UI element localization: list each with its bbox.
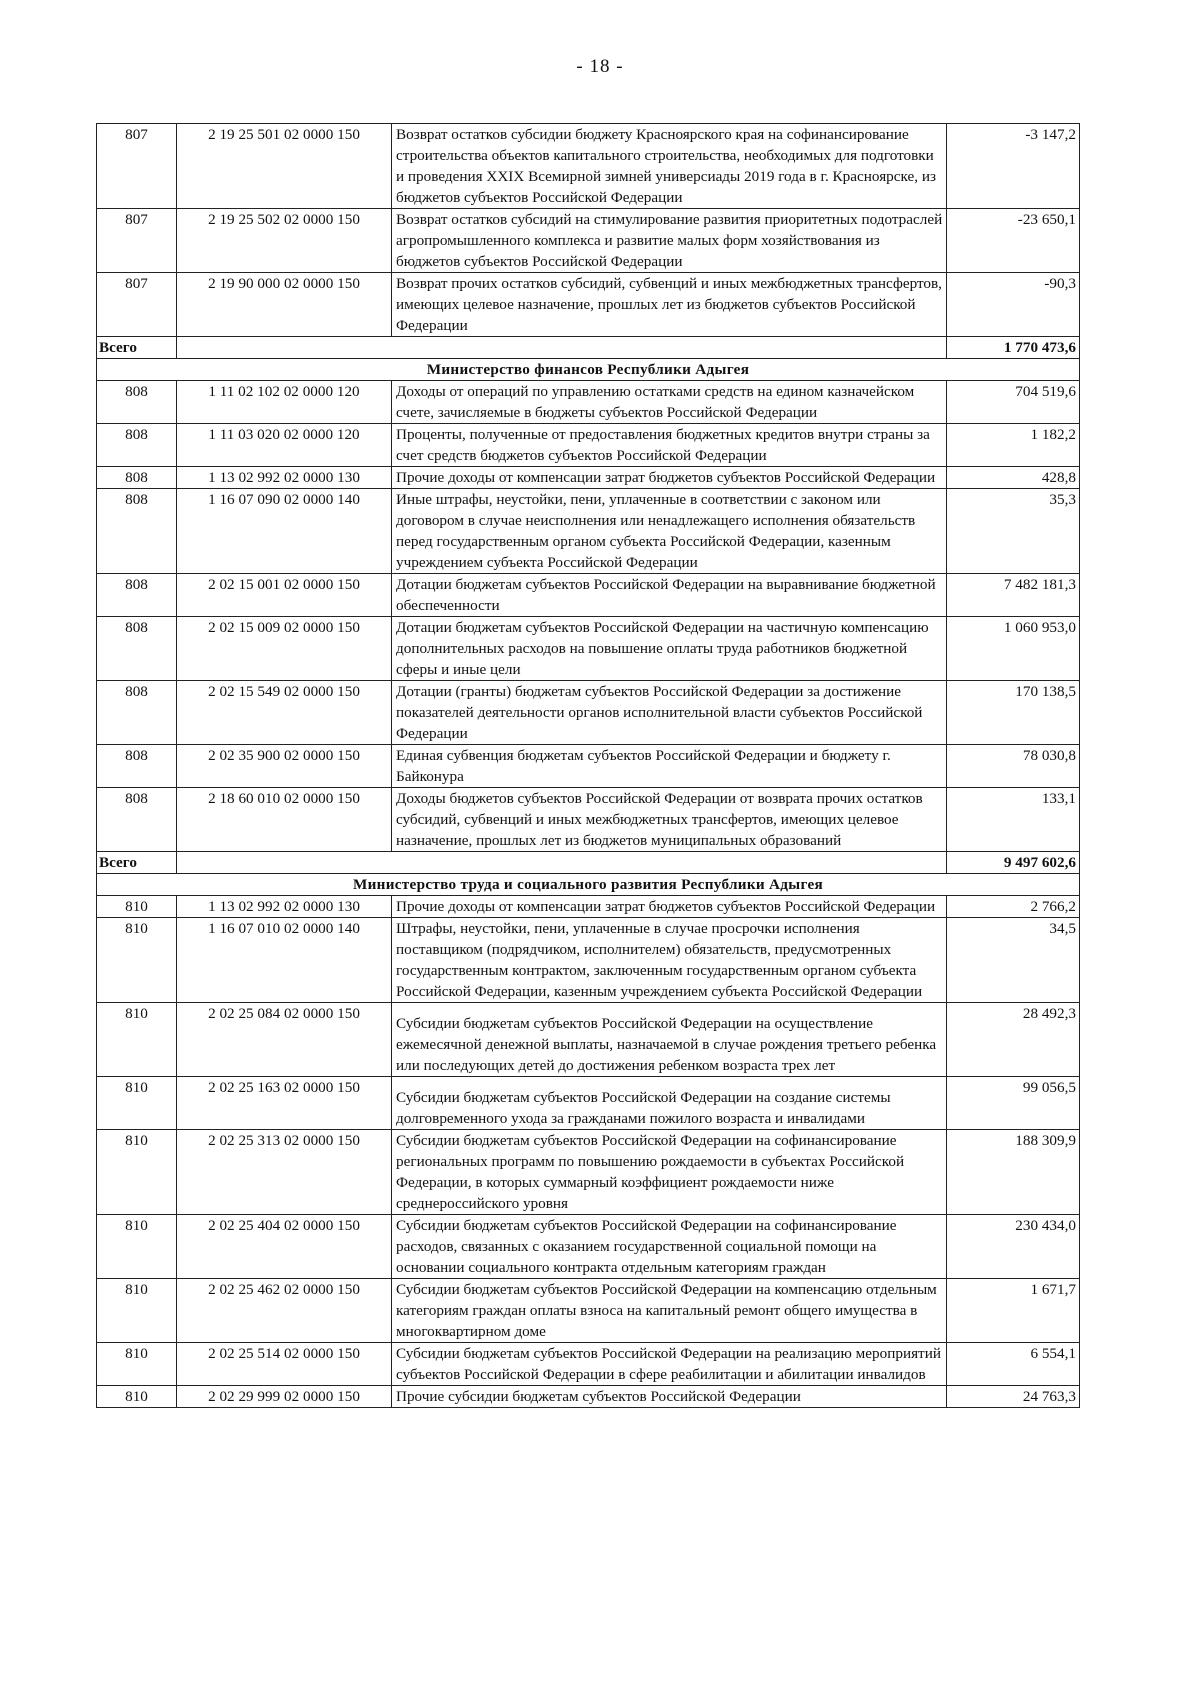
revenue-name-cell: Субсидии бюджетам субъектов Российской Федерации на создание системы долговременного ухода за гражданами пожилого возраста и инвалидами [392, 1077, 947, 1130]
budget-code-cell: 1 16 07 090 02 0000 140 [177, 489, 392, 574]
admin-code-cell: 808 [97, 745, 177, 788]
admin-code-cell: 810 [97, 1279, 177, 1343]
table-row [97, 1215, 1080, 1279]
budget-code-cell: 1 11 03 020 02 0000 120 [177, 424, 392, 467]
admin-code-cell: 808 [97, 574, 177, 617]
amount-cell: 24 763,3 [947, 1386, 1080, 1408]
table-row [97, 1386, 1080, 1408]
budget-code-cell: 2 19 90 000 02 0000 150 [177, 273, 392, 337]
admin-code-cell: 808 [97, 681, 177, 745]
budget-code-cell: 2 19 25 501 02 0000 150 [177, 124, 392, 209]
table-row [97, 918, 1080, 1003]
revenue-name-cell: Единая субвенция бюджетам субъектов Российской Федерации и бюджету г. Байконура [392, 745, 947, 788]
revenue-name-cell: Субсидии бюджетам субъектов Российской Федерации на софинансирование региональных программ по повышению рождаемости в субъектах Российской Федерации, в которых суммарный коэффициент рождаемости ниже среднероссийского уровня [392, 1130, 947, 1215]
total-empty-cell [177, 852, 947, 874]
budget-code-cell: 2 02 25 462 02 0000 150 [177, 1279, 392, 1343]
admin-code-cell: 807 [97, 209, 177, 273]
table-row [97, 1077, 1080, 1130]
admin-code-cell: 807 [97, 273, 177, 337]
amount-cell: -3 147,2 [947, 124, 1080, 209]
budget-code-cell: 2 02 35 900 02 0000 150 [177, 745, 392, 788]
revenue-name-cell: Прочие субсидии бюджетам субъектов Российской Федерации [392, 1386, 947, 1408]
budget-code-cell: 2 02 29 999 02 0000 150 [177, 1386, 392, 1408]
admin-code-cell: 810 [97, 1003, 177, 1077]
table-row [97, 788, 1080, 852]
table-row [97, 617, 1080, 681]
admin-code-cell: 810 [97, 1077, 177, 1130]
revenue-name-cell: Дотации бюджетам субъектов Российской Федерации на частичную компенсацию дополнительных расходов на повышение оплаты труда работников бюджетной сферы и иные цели [392, 617, 947, 681]
table-row [97, 1130, 1080, 1215]
budget-code-cell: 1 13 02 992 02 0000 130 [177, 467, 392, 489]
table-row [97, 1003, 1080, 1077]
admin-code-cell: 807 [97, 124, 177, 209]
table-row [97, 1343, 1080, 1386]
admin-code-cell: 808 [97, 381, 177, 424]
amount-cell: 170 138,5 [947, 681, 1080, 745]
admin-code-cell: 808 [97, 617, 177, 681]
amount-cell: 6 554,1 [947, 1343, 1080, 1386]
revenue-name-cell: Прочие доходы от компенсации затрат бюджетов субъектов Российской Федерации [392, 467, 947, 489]
table-row [97, 574, 1080, 617]
admin-code-cell: 808 [97, 788, 177, 852]
budget-code-cell: 2 02 15 001 02 0000 150 [177, 574, 392, 617]
table-row [97, 745, 1080, 788]
admin-code-cell: 810 [97, 1343, 177, 1386]
total-row [97, 337, 1080, 359]
budget-code-cell: 2 02 25 404 02 0000 150 [177, 1215, 392, 1279]
budget-code-cell: 2 02 25 163 02 0000 150 [177, 1077, 392, 1130]
amount-cell: 78 030,8 [947, 745, 1080, 788]
amount-cell: 1 182,2 [947, 424, 1080, 467]
amount-cell: 2 766,2 [947, 896, 1080, 918]
revenue-name-cell: Возврат остатков субсидий на стимулирование развития приоритетных подотраслей агропромышленного комплекса и развитие малых форм хозяйствования из бюджетов субъектов Российской Федерации [392, 209, 947, 273]
table-row [97, 124, 1080, 209]
total-label: Всего [97, 852, 177, 874]
admin-code-cell: 808 [97, 424, 177, 467]
table-row [97, 424, 1080, 467]
revenue-name-cell: Возврат остатков субсидии бюджету Красноярского края на софинансирование строительства объектов капитального строительства, необходимых для подготовки и проведения XXIX Всемирной зимней универсиады 2019 года в г. Красноярске, из бюджетов субъектов Российской Федерации [392, 124, 947, 209]
revenue-name-cell: Иные штрафы, неустойки, пени, уплаченные в соответствии с законом или договором в случае неисполнения или ненадлежащего исполнения обязательств перед государственным органом субъекта Российской Федерации, казенным учреждением субъекта Российской Федерации [392, 489, 947, 574]
table-row [97, 467, 1080, 489]
revenue-table-body [97, 124, 1080, 1408]
revenue-table [96, 123, 1080, 1408]
revenue-name-cell: Дотации бюджетам субъектов Российской Федерации на выравнивание бюджетной обеспеченности [392, 574, 947, 617]
amount-cell: 34,5 [947, 918, 1080, 1003]
admin-code-cell: 810 [97, 896, 177, 918]
budget-code-cell: 2 02 15 549 02 0000 150 [177, 681, 392, 745]
amount-cell: -23 650,1 [947, 209, 1080, 273]
section-header-row [97, 359, 1080, 381]
amount-cell: 1 060 953,0 [947, 617, 1080, 681]
section-title: Министерство труда и социального развития Республики Адыгея [97, 874, 1080, 896]
total-label: Всего [97, 337, 177, 359]
section-title: Министерство финансов Республики Адыгея [97, 359, 1080, 381]
page-number: - 18 - [576, 56, 624, 77]
admin-code-cell: 810 [97, 1386, 177, 1408]
table-row [97, 896, 1080, 918]
budget-code-cell: 1 16 07 010 02 0000 140 [177, 918, 392, 1003]
table-row [97, 681, 1080, 745]
revenue-name-cell: Доходы бюджетов субъектов Российской Федерации от возврата прочих остатков субсидий, субвенций и иных межбюджетных трансфертов, имеющих целевое назначение, прошлых лет из бюджетов муниципальных образований [392, 788, 947, 852]
revenue-name-cell: Субсидии бюджетам субъектов Российской Федерации на реализацию мероприятий субъектов Российской Федерации в сфере реабилитации и абилитации инвалидов [392, 1343, 947, 1386]
budget-code-cell: 2 19 25 502 02 0000 150 [177, 209, 392, 273]
revenue-name-cell: Проценты, полученные от предоставления бюджетных кредитов внутри страны за счет средств бюджетов субъектов Российской Федерации [392, 424, 947, 467]
admin-code-cell: 810 [97, 918, 177, 1003]
total-row [97, 852, 1080, 874]
amount-cell: 35,3 [947, 489, 1080, 574]
amount-cell: 99 056,5 [947, 1077, 1080, 1130]
amount-cell: 230 434,0 [947, 1215, 1080, 1279]
table-row [97, 1279, 1080, 1343]
revenue-name-cell: Субсидии бюджетам субъектов Российской Федерации на софинансирование расходов, связанных с оказанием государственной социальной помощи на основании социального контракта отдельным категориям граждан [392, 1215, 947, 1279]
amount-cell: 1 671,7 [947, 1279, 1080, 1343]
total-empty-cell [177, 337, 947, 359]
budget-code-cell: 1 13 02 992 02 0000 130 [177, 896, 392, 918]
budget-code-cell: 2 02 15 009 02 0000 150 [177, 617, 392, 681]
admin-code-cell: 810 [97, 1215, 177, 1279]
table-row [97, 273, 1080, 337]
revenue-name-cell: Субсидии бюджетам субъектов Российской Федерации на компенсацию отдельным категориям граждан оплаты взноса на капитальный ремонт общего имущества в многоквартирном доме [392, 1279, 947, 1343]
section-header-row [97, 874, 1080, 896]
total-amount: 1 770 473,6 [947, 337, 1080, 359]
budget-code-cell: 2 02 25 313 02 0000 150 [177, 1130, 392, 1215]
revenue-name-cell: Штрафы, неустойки, пени, уплаченные в случае просрочки исполнения поставщиком (подрядчиком, исполнителем) обязательств, предусмотренных государственным контрактом, заключенным государственным органом субъекта Российской Федерации, казенным учреждением субъекта Российской Федерации [392, 918, 947, 1003]
revenue-name-cell: Прочие доходы от компенсации затрат бюджетов субъектов Российской Федерации [392, 896, 947, 918]
total-amount: 9 497 602,6 [947, 852, 1080, 874]
budget-code-cell: 1 11 02 102 02 0000 120 [177, 381, 392, 424]
revenue-name-cell: Дотации (гранты) бюджетам субъектов Российской Федерации за достижение показателей деятельности органов исполнительной власти субъектов Российской Федерации [392, 681, 947, 745]
budget-code-cell: 2 18 60 010 02 0000 150 [177, 788, 392, 852]
admin-code-cell: 808 [97, 489, 177, 574]
budget-code-cell: 2 02 25 514 02 0000 150 [177, 1343, 392, 1386]
amount-cell: 428,8 [947, 467, 1080, 489]
admin-code-cell: 810 [97, 1130, 177, 1215]
table-row [97, 209, 1080, 273]
table-row [97, 381, 1080, 424]
amount-cell: 188 309,9 [947, 1130, 1080, 1215]
admin-code-cell: 808 [97, 467, 177, 489]
amount-cell: 7 482 181,3 [947, 574, 1080, 617]
amount-cell: 28 492,3 [947, 1003, 1080, 1077]
table-row [97, 489, 1080, 574]
amount-cell: 133,1 [947, 788, 1080, 852]
revenue-name-cell: Субсидии бюджетам субъектов Российской Федерации на осуществление ежемесячной денежной выплаты, назначаемой в случае рождения третьего ребенка или последующих детей до достижения ребенком возраста трех лет [392, 1003, 947, 1077]
amount-cell: -90,3 [947, 273, 1080, 337]
budget-code-cell: 2 02 25 084 02 0000 150 [177, 1003, 392, 1077]
amount-cell: 704 519,6 [947, 381, 1080, 424]
revenue-name-cell: Возврат прочих остатков субсидий, субвенций и иных межбюджетных трансфертов, имеющих целевое назначение, прошлых лет из бюджетов субъектов Российской Федерации [392, 273, 947, 337]
revenue-name-cell: Доходы от операций по управлению остатками средств на едином казначейском счете, зачисляемые в бюджеты субъектов Российской Федерации [392, 381, 947, 424]
